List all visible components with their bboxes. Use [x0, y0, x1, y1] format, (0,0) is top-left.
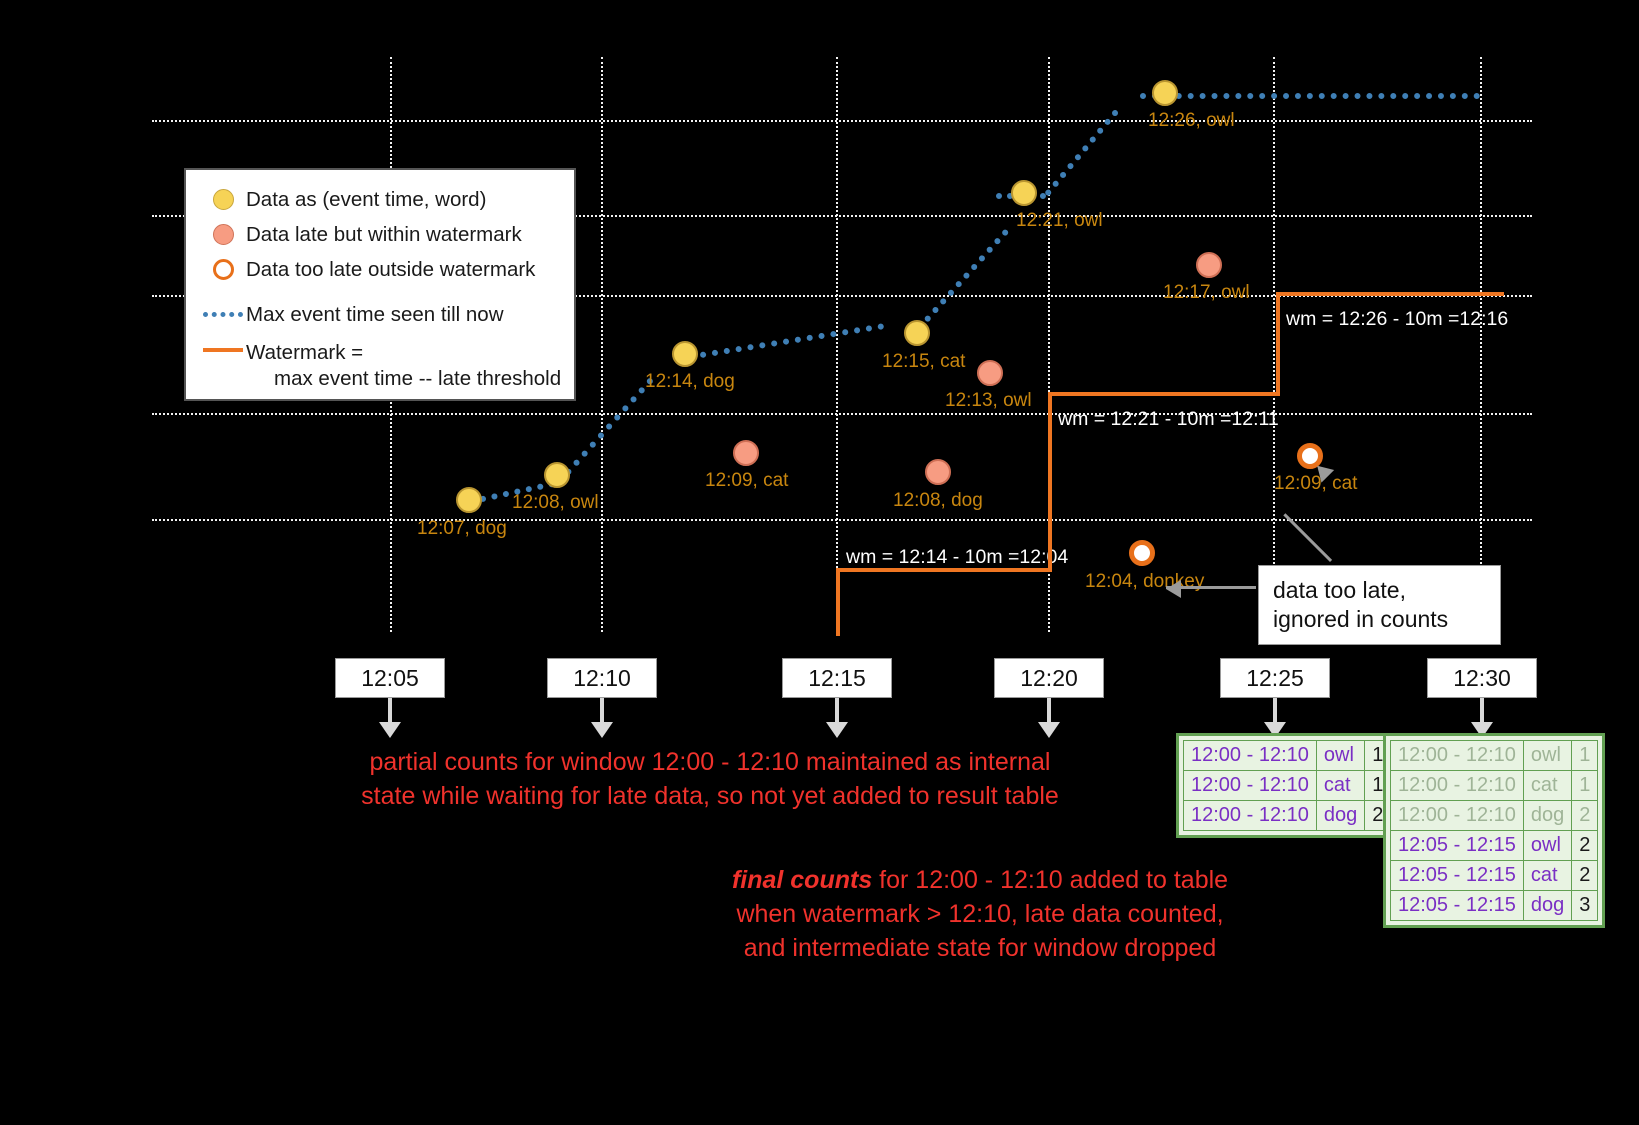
word-cell: owl [1523, 831, 1571, 861]
table-row [1391, 861, 1598, 891]
table-row [1391, 801, 1598, 831]
data-point-too-late[interactable] [1129, 540, 1155, 566]
count-cell: 2 [1365, 801, 1391, 831]
data-point-salmon[interactable] [977, 360, 1003, 386]
data-point-label: 12:07, dog [417, 518, 507, 539]
count-cell: 2 [1572, 831, 1598, 861]
legend-item-label-secondary: max event time -- late threshold [274, 366, 562, 390]
note-partial-line-2: state while waiting for late data, so not yet added to result table [361, 782, 1059, 810]
note-final-line-3: and intermediate state for window dropped [743, 934, 1217, 962]
salmon-circle-icon [200, 224, 246, 245]
legend-item-label: Data late but within watermark [246, 222, 522, 246]
window-cell: 12:00 - 12:10 [1184, 771, 1317, 801]
data-point-yellow[interactable] [672, 341, 698, 367]
count-cell: 1 [1572, 771, 1598, 801]
legend-item-watermark [200, 332, 560, 396]
data-point-salmon[interactable] [733, 440, 759, 466]
max-event-time-segment [676, 323, 884, 362]
data-point-label: 12:13, owl [945, 390, 1032, 411]
open-circle-icon [200, 259, 246, 280]
table-row [1184, 771, 1391, 801]
count-cell: 3 [1572, 891, 1598, 921]
data-point-label: 12:17, owl [1163, 282, 1250, 303]
window-cell: 12:05 - 12:15 [1391, 891, 1524, 921]
window-cell: 12:00 - 12:10 [1184, 801, 1317, 831]
word-cell: owl [1523, 741, 1571, 771]
data-point-label: 12:04, donkey [1085, 571, 1205, 592]
data-point-yellow[interactable] [544, 462, 570, 488]
result-table [1183, 740, 1391, 831]
data-point-label: 12:08, owl [512, 492, 599, 513]
data-point-salmon[interactable] [925, 459, 951, 485]
solid-line-icon [200, 340, 246, 352]
axis-tick-1210[interactable]: 12:10 [547, 658, 657, 698]
callout-line-1: data too late, [1273, 577, 1406, 603]
data-point-yellow[interactable] [456, 487, 482, 513]
data-point-yellow[interactable] [1011, 180, 1037, 206]
data-point-label: 12:09, cat [1274, 473, 1358, 494]
data-point-yellow[interactable] [1152, 80, 1178, 106]
legend-item-label: Data as (event time, word) [246, 187, 487, 211]
data-point-label: 12:14, dog [645, 371, 735, 392]
yellow-circle-icon [200, 189, 246, 210]
too-late-callout [1258, 565, 1501, 645]
note-final-line-1-rest: for 12:00 - 12:10 added to table [872, 866, 1229, 894]
legend-item-label: Watermark = [246, 341, 364, 364]
word-cell: dog [1523, 801, 1571, 831]
word-cell: owl [1316, 741, 1364, 771]
watermark-level [1276, 292, 1504, 296]
table-row [1391, 891, 1598, 921]
callout-pointer-2-head [1166, 580, 1181, 598]
max-event-time-segment [1140, 93, 1480, 99]
legend [184, 168, 576, 401]
legend-item-too-late [200, 252, 560, 287]
gridline-vertical [1480, 57, 1482, 632]
note-final-line-2: when watermark > 12:10, late data counted, [736, 900, 1224, 928]
legend-item-label: Max event time seen till now [246, 302, 504, 326]
table-row [1184, 801, 1391, 831]
gridline-vertical [601, 57, 603, 632]
legend-item-late-within [200, 217, 560, 252]
legend-item-data [200, 182, 560, 217]
watermark-label: wm = 12:21 - 10m =12:11 [1058, 408, 1279, 430]
watermark-label: wm = 12:14 - 10m =12:04 [846, 546, 1069, 568]
window-cell: 12:00 - 12:10 [1391, 801, 1524, 831]
word-cell: cat [1316, 771, 1364, 801]
data-point-label: 12:15, cat [882, 351, 966, 372]
table-row [1391, 831, 1598, 861]
table-row [1184, 741, 1391, 771]
gridline-horizontal [152, 519, 1532, 521]
axis-tick-1225[interactable]: 12:25 [1220, 658, 1330, 698]
watermark-riser [836, 568, 840, 636]
count-cell: 1 [1365, 771, 1391, 801]
watermark-level [1048, 392, 1280, 396]
gridline-horizontal [152, 120, 1532, 122]
count-cell: 1 [1572, 741, 1598, 771]
legend-divider [200, 287, 560, 297]
window-cell: 12:00 - 12:10 [1184, 741, 1317, 771]
watermark-riser [1276, 292, 1280, 394]
word-cell: dog [1523, 891, 1571, 921]
word-cell: cat [1523, 861, 1571, 891]
legend-item-max-event-time [200, 297, 560, 332]
word-cell: cat [1523, 771, 1571, 801]
count-cell: 2 [1572, 861, 1598, 891]
table-row [1391, 741, 1598, 771]
gridline-vertical [1273, 57, 1275, 632]
watermark-riser [1048, 392, 1052, 570]
count-cell: 2 [1572, 801, 1598, 831]
axis-tick-1220[interactable]: 12:20 [994, 658, 1104, 698]
result-table [1390, 740, 1598, 921]
watermark-label: wm = 12:26 - 10m =12:16 [1286, 308, 1509, 330]
callout-line-2: ignored in counts [1273, 605, 1449, 632]
note-partial-counts [330, 745, 1090, 813]
axis-tick-1230[interactable]: 12:30 [1427, 658, 1537, 698]
axis-tick-1205[interactable]: 12:05 [335, 658, 445, 698]
window-cell: 12:05 - 12:15 [1391, 831, 1524, 861]
axis-arrow-head [379, 722, 401, 738]
window-cell: 12:05 - 12:15 [1391, 861, 1524, 891]
note-partial-line-1: partial counts for window 12:00 - 12:10 maintained as internal [369, 748, 1051, 776]
data-point-label: 12:08, dog [893, 490, 983, 511]
result-table-1225 [1176, 733, 1398, 838]
window-cell: 12:00 - 12:10 [1391, 741, 1524, 771]
table-row [1391, 771, 1598, 801]
note-final-emphasis: final counts [731, 866, 873, 894]
window-cell: 12:00 - 12:10 [1391, 771, 1524, 801]
note-final-counts [710, 863, 1250, 965]
data-point-label: 12:21, owl [1016, 210, 1103, 231]
legend-item-label: Data too late outside watermark [246, 257, 536, 281]
axis-tick-1215[interactable]: 12:15 [782, 658, 892, 698]
result-table-1230 [1383, 733, 1605, 928]
axis-arrow-head [1038, 722, 1060, 738]
data-point-salmon[interactable] [1196, 252, 1222, 278]
dotted-line-icon [200, 312, 246, 317]
data-point-yellow[interactable] [904, 320, 930, 346]
axis-arrow-head [591, 722, 613, 738]
data-point-label: 12:09, cat [705, 470, 789, 491]
word-cell: dog [1316, 801, 1364, 831]
gridline-vertical [836, 57, 838, 632]
data-point-label: 12:26, owl [1148, 110, 1235, 131]
gridline-horizontal [152, 413, 1532, 415]
count-cell: 1 [1365, 741, 1391, 771]
axis-arrow-head [826, 722, 848, 738]
